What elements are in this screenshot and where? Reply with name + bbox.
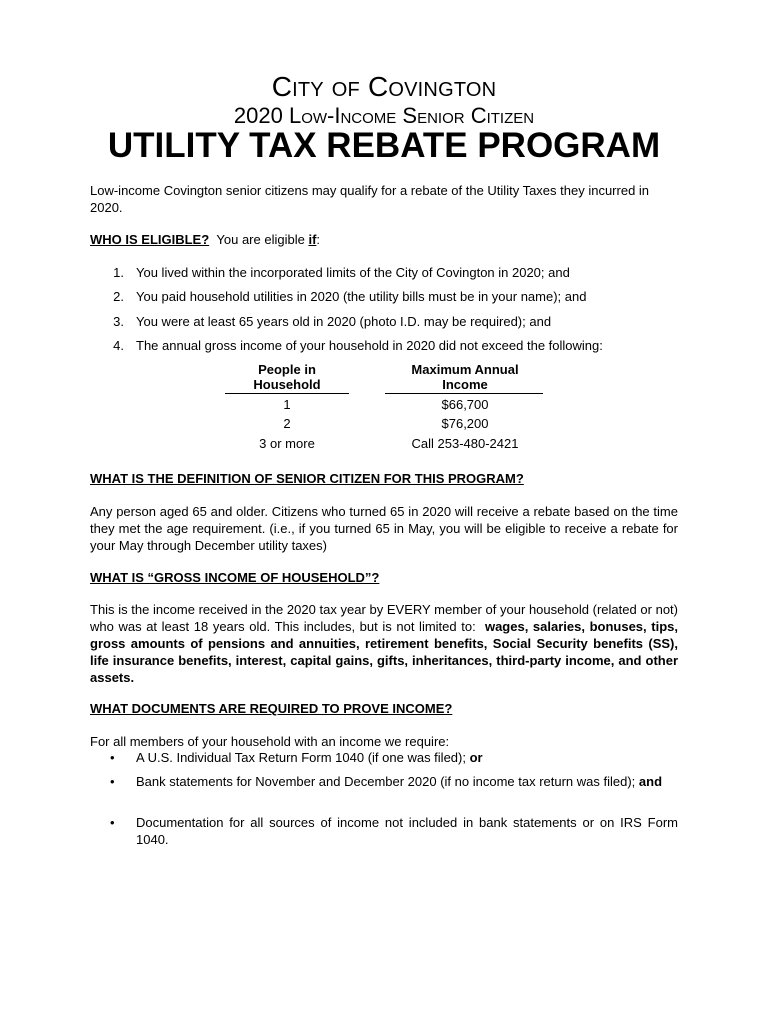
- header-rule: [385, 393, 543, 394]
- bullet-text: Bank statements for November and December 2020 (if no income tax return was filed);: [136, 774, 639, 789]
- table-cell-people: 2: [283, 416, 291, 431]
- bullet-body: [136, 814, 678, 848]
- table-cell-people: 1: [283, 397, 291, 412]
- doc-title-program-year: 2020 Low-Income Senior Citizen: [233, 103, 535, 128]
- bullet-emphasis: and: [638, 774, 663, 789]
- bullet-body: [136, 749, 678, 766]
- gross-income-text: [90, 601, 678, 686]
- table-cell-income: Call 253-480-2421: [411, 436, 519, 451]
- item-number: 3.: [113, 314, 124, 329]
- gross-income-heading: WHAT IS “GROSS INCOME OF HOUSEHOLD”?: [90, 570, 380, 585]
- item-number: 2.: [113, 289, 124, 304]
- bullet-icon: •: [110, 774, 115, 789]
- intro-paragraph: Low-income Covington senior citizens may qualify for a rebate of the Utility Taxes they incurred in 2020.: [90, 183, 650, 215]
- table-cell-people: 3 or more: [259, 436, 315, 451]
- bullet-body: [136, 773, 678, 790]
- item-text: The annual gross income of your household in 2020 did not exceed the following:: [136, 338, 603, 353]
- col-header-people-line2: Household: [253, 377, 321, 392]
- item-number: 1.: [113, 265, 124, 280]
- doc-title-city: City of Covington: [271, 71, 497, 102]
- eligibility-heading: WHO IS ELIGIBLE?: [90, 232, 210, 247]
- bullet-text: Documentation for all sources of income not included in bank statements or on IRS Form 1040.: [136, 815, 678, 847]
- table-cell-income: $76,200: [441, 416, 489, 431]
- documents-lead: For all members of your household with an income we require:: [90, 734, 450, 749]
- gross-income-text-plain: This is the income received in the 2020 tax year by EVERY member of your household (related or not) who was at least 18 years old. This includes, but is not limited to:: [90, 602, 678, 634]
- eligibility-lead: You are eligible: [216, 232, 309, 247]
- senior-definition-heading: WHAT IS THE DEFINITION OF SENIOR CITIZEN FOR THIS PROGRAM?: [90, 471, 524, 486]
- senior-definition-text: Any person aged 65 and older. Citizens who turned 65 in 2020 will receive a rebate based on the time they met the age requirement. (i.e., if you turned 65 in May, you will be eligible to receive a rebate for your May through December utility taxes): [90, 504, 678, 553]
- col-header-people: [225, 362, 349, 392]
- col-header-people-line1: People in: [258, 362, 316, 377]
- documents-heading: WHAT DOCUMENTS ARE REQUIRED TO PROVE INCOME?: [90, 701, 453, 716]
- eligibility-heading-line: [90, 231, 678, 248]
- eligibility-lead-emphasis: if: [308, 232, 317, 247]
- bullet-icon: •: [110, 815, 115, 830]
- col-header-income-line2: Income: [442, 377, 488, 392]
- item-text: You lived within the incorporated limits of the City of Covington in 2020; and: [136, 265, 570, 280]
- gross-income-text-bold: wages, salaries, bonuses, tips, gross amounts of pensions and annuities, retirement benefits, Social Security benefits (SS), life insurance benefits, interest, capital gains, gifts, inheritances, third-party income, and other assets.: [90, 619, 678, 685]
- table-cell-income: $66,700: [441, 397, 489, 412]
- bullet-icon: •: [110, 750, 115, 765]
- bullet-text: A U.S. Individual Tax Return Form 1040 (if one was filed);: [136, 750, 470, 765]
- header-rule: [225, 393, 349, 394]
- eligibility-lead-end: :: [316, 232, 321, 247]
- col-header-income: [385, 362, 545, 392]
- col-header-income-line1: Maximum Annual: [411, 362, 519, 377]
- bullet-emphasis: or: [469, 750, 483, 765]
- item-text: You paid household utilities in 2020 (the utility bills must be in your name); and: [136, 289, 587, 304]
- item-text: You were at least 65 years old in 2020 (photo I.D. may be required); and: [136, 314, 552, 329]
- item-number: 4.: [113, 338, 124, 353]
- doc-title-main: UTILITY TAX REBATE PROGRAM: [107, 126, 661, 165]
